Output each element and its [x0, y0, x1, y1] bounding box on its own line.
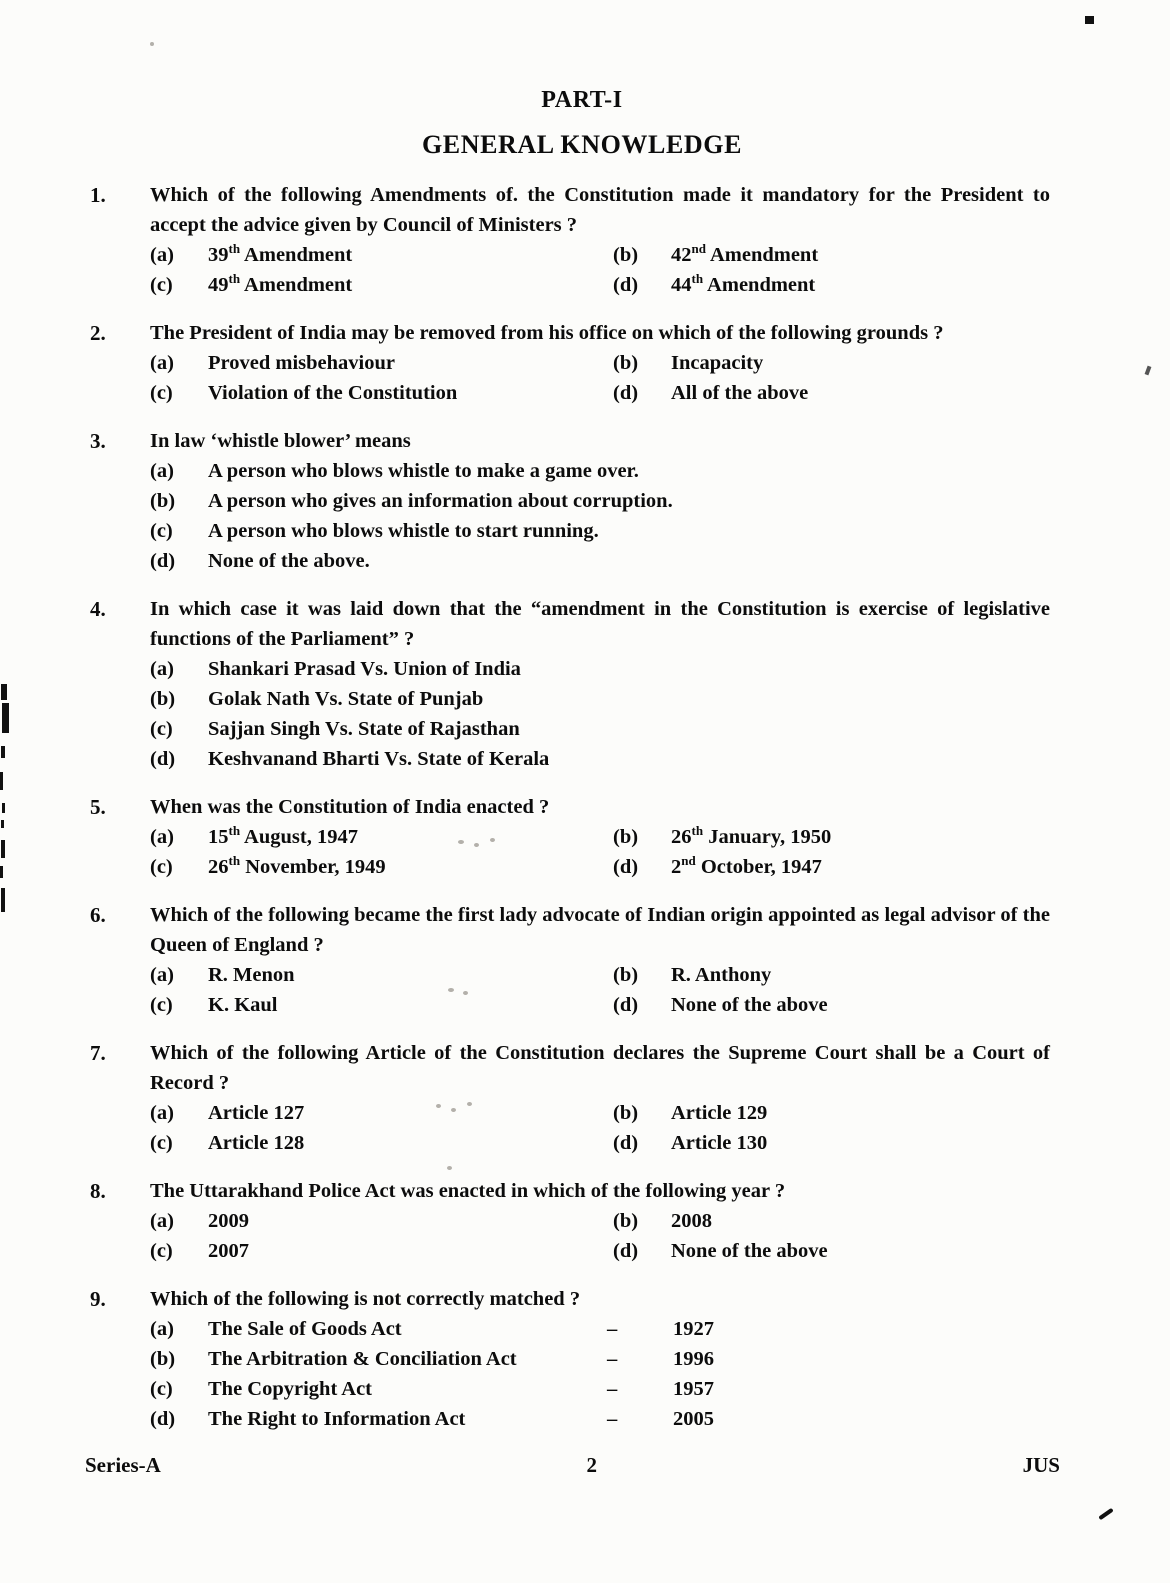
- option-d: [613, 990, 1050, 1020]
- ordinal-suffix: nd: [691, 241, 706, 257]
- question-text: Which of the following is not correctly matched ?: [150, 1288, 581, 1310]
- question-number: 7.: [90, 1041, 106, 1065]
- option-a: [150, 960, 613, 990]
- option-text: [208, 822, 358, 852]
- option-text: [671, 852, 822, 882]
- option-letter: (c): [150, 856, 173, 878]
- options: [150, 348, 1050, 408]
- option-text: Incapacity: [671, 352, 764, 374]
- option-letter: (a): [150, 964, 174, 986]
- question-body: [150, 1176, 1050, 1266]
- question-text: Which of the following Article of the Constitution declares the Supreme Court shall be a Court of Record ?: [150, 1042, 1050, 1094]
- option-text: Article 130: [671, 1132, 768, 1154]
- question-body: [150, 792, 1050, 882]
- match-year: 1927: [673, 1318, 714, 1340]
- option-text-part: Amendment: [703, 274, 816, 296]
- option-b: [613, 348, 1050, 378]
- scan-artifact: [1, 820, 4, 828]
- ordinal-suffix: th: [691, 271, 704, 287]
- option-c: [150, 516, 1050, 546]
- ordinal-suffix: th: [228, 823, 241, 839]
- scan-artifact: [2, 703, 9, 733]
- option-text: The Copyright Act: [208, 1378, 372, 1400]
- options: [150, 1098, 1050, 1158]
- scan-noise: [490, 838, 495, 842]
- question-number: 1.: [90, 183, 106, 207]
- option-letter: (c): [150, 1378, 173, 1400]
- option-letter: (a): [150, 1318, 174, 1340]
- options: [150, 240, 1050, 300]
- option-letter: (d): [613, 382, 639, 404]
- option-d: [613, 270, 1050, 300]
- option-b: [613, 960, 1050, 990]
- scan-noise: [474, 843, 479, 847]
- option-c: [150, 270, 613, 300]
- option-text: The Sale of Goods Act: [208, 1318, 402, 1340]
- option-text: Proved misbehaviour: [208, 352, 395, 374]
- ordinal-suffix: nd: [681, 853, 696, 869]
- scan-artifact: [1145, 366, 1152, 376]
- option-text: The Right to Information Act: [208, 1408, 466, 1430]
- options: [150, 822, 1050, 882]
- scan-noise: [150, 42, 154, 46]
- ordinal-suffix: th: [228, 271, 241, 287]
- scan-noise: [467, 1102, 472, 1106]
- option-text: Golak Nath Vs. State of Punjab: [208, 688, 484, 710]
- section-title: GENERAL KNOWLEDGE: [421, 130, 743, 159]
- match-dash: –: [607, 1348, 618, 1370]
- option-a: [150, 1314, 1050, 1344]
- question-1: [90, 180, 1050, 300]
- option-letter: (b): [613, 964, 639, 986]
- option-b: [613, 1098, 1050, 1128]
- scan-artifact: [0, 866, 3, 878]
- question-text: Which of the following became the first lady advocate of Indian origin appointed as legal advisor of the Queen of England ?: [150, 904, 1050, 956]
- option-text-part: 15: [208, 826, 229, 848]
- question-text: Which of the following Amendments of. the Constitution made it mandatory for the President to accept the advice given by Council of Ministers ?: [150, 184, 1050, 236]
- option-a: [150, 822, 613, 852]
- scan-artifact: [1098, 1508, 1113, 1520]
- question-number: 9.: [90, 1287, 106, 1311]
- option-text: [208, 852, 386, 882]
- question-text: The President of India may be removed from his office on which of the following grounds ?: [150, 322, 944, 344]
- option-text: A person who blows whistle to make a game over.: [208, 460, 639, 482]
- page-footer: [85, 1452, 1060, 1478]
- option-text-part: Amendment: [240, 244, 353, 266]
- option-a: [150, 1098, 613, 1128]
- option-b: [613, 240, 1050, 270]
- option-text-part: Amendment: [240, 274, 353, 296]
- option-letter: (c): [150, 520, 173, 542]
- option-letter: (a): [150, 1210, 174, 1232]
- option-b: [613, 1206, 1050, 1236]
- exam-code: JUS: [1022, 1453, 1060, 1477]
- option-letter: (b): [613, 1102, 639, 1124]
- option-c: [150, 714, 1050, 744]
- option-letter: (d): [613, 274, 639, 296]
- match-year: 1957: [673, 1378, 714, 1400]
- option-letter: (d): [150, 550, 176, 572]
- part-title: PART-I: [541, 87, 623, 113]
- match-year: 1996: [673, 1348, 714, 1370]
- option-letter: (c): [150, 718, 173, 740]
- option-text: 2009: [208, 1210, 249, 1232]
- option-a: [150, 348, 613, 378]
- option-letter: (d): [150, 748, 176, 770]
- question-number: 2.: [90, 321, 106, 345]
- option-c: [150, 1128, 613, 1158]
- question-number: 4.: [90, 597, 106, 621]
- ordinal-suffix: th: [228, 853, 241, 869]
- option-text: Shankari Prasad Vs. Union of India: [208, 658, 521, 680]
- option-text: [208, 240, 352, 270]
- option-text: None of the above: [671, 994, 828, 1016]
- option-letter: (c): [150, 994, 173, 1016]
- option-letter: (a): [150, 352, 174, 374]
- option-letter: (d): [613, 994, 639, 1016]
- option-b: [150, 684, 1050, 714]
- option-letter: (a): [150, 826, 174, 848]
- option-letter: (b): [150, 1348, 176, 1370]
- option-letter: (c): [150, 382, 173, 404]
- option-d: [613, 1128, 1050, 1158]
- option-letter: (d): [613, 1132, 639, 1154]
- option-text: [671, 270, 815, 300]
- option-letter: (d): [150, 1408, 176, 1430]
- option-text-part: October, 1947: [695, 856, 822, 878]
- option-letter: (a): [150, 244, 174, 266]
- option-c: [150, 1236, 613, 1266]
- scan-noise: [458, 840, 464, 844]
- scan-noise: [447, 1166, 452, 1170]
- series-label: Series-A: [85, 1453, 161, 1477]
- option-letter: (c): [150, 274, 173, 296]
- question-7: [90, 1038, 1050, 1158]
- ordinal-suffix: th: [691, 823, 704, 839]
- question-8: [90, 1176, 1050, 1266]
- options: [150, 1206, 1050, 1266]
- question-body: [150, 594, 1050, 774]
- option-c: [150, 378, 613, 408]
- option-d: [613, 852, 1050, 882]
- option-text: A person who blows whistle to start running.: [208, 520, 599, 542]
- options: [150, 960, 1050, 1020]
- scan-noise: [463, 991, 468, 995]
- option-letter: (b): [613, 244, 639, 266]
- scan-artifact: [1, 746, 5, 758]
- ordinal-suffix: th: [228, 241, 241, 257]
- option-text: 2008: [671, 1210, 712, 1232]
- question-number: 8.: [90, 1179, 106, 1203]
- options: [150, 1314, 1050, 1434]
- option-text: R. Menon: [208, 964, 295, 986]
- option-letter: (a): [150, 658, 174, 680]
- option-letter: (b): [613, 826, 639, 848]
- question-body: [150, 318, 1050, 408]
- option-letter: (d): [613, 856, 639, 878]
- question-text: In which case it was laid down that the “amendment in the Constitution is exercise of legislative functions of the Parliament” ?: [150, 598, 1050, 650]
- option-d: [613, 1236, 1050, 1266]
- option-text: K. Kaul: [208, 994, 278, 1016]
- option-text: [671, 240, 818, 270]
- option-text: 2007: [208, 1240, 249, 1262]
- option-letter: (c): [150, 1240, 173, 1262]
- option-text: The Arbitration & Conciliation Act: [208, 1348, 517, 1370]
- option-text-part: Amendment: [705, 244, 819, 266]
- option-c: [150, 1374, 1050, 1404]
- option-text-part: November, 1949: [240, 856, 386, 878]
- option-a: [150, 1206, 613, 1236]
- option-b: [150, 1344, 1050, 1374]
- match-dash: –: [607, 1318, 618, 1340]
- option-text: R. Anthony: [671, 964, 772, 986]
- question-text: When was the Constitution of India enacted ?: [150, 796, 550, 818]
- question-body: [150, 426, 1050, 576]
- match-dash: –: [607, 1408, 618, 1430]
- option-letter: (a): [150, 460, 174, 482]
- option-text: Sajjan Singh Vs. State of Rajasthan: [208, 718, 520, 740]
- scan-artifact: [0, 772, 3, 790]
- question-5: [90, 792, 1050, 882]
- option-a: [150, 456, 1050, 486]
- option-letter: (b): [613, 352, 639, 374]
- option-text: Article 127: [208, 1102, 305, 1124]
- option-d: [150, 546, 1050, 576]
- question-body: [150, 900, 1050, 1020]
- option-text: None of the above.: [208, 550, 370, 572]
- options: [150, 456, 1050, 576]
- option-letter: (b): [150, 688, 176, 710]
- scan-artifact: [1, 888, 5, 912]
- option-text-part: 2: [671, 856, 682, 878]
- options: [150, 654, 1050, 774]
- option-a: [150, 240, 613, 270]
- question-3: [90, 426, 1050, 576]
- page-number: 2: [586, 1453, 597, 1477]
- question-number: 3.: [90, 429, 106, 453]
- scan-artifact: [1, 684, 7, 700]
- question-text: In law ‘whistle blower’ means: [150, 430, 411, 452]
- option-d: [150, 744, 1050, 774]
- option-c: [150, 852, 613, 882]
- question-number: 6.: [90, 903, 106, 927]
- match-dash: –: [607, 1378, 618, 1400]
- option-text-part: 42: [671, 244, 692, 266]
- option-text: Article 128: [208, 1132, 305, 1154]
- question-4: [90, 594, 1050, 774]
- option-text-part: 44: [671, 274, 692, 296]
- scan-artifact: [1085, 16, 1094, 24]
- option-text: Violation of the Constitution: [208, 382, 458, 404]
- scan-noise: [436, 1104, 441, 1108]
- question-text: The Uttarakhand Police Act was enacted in which of the following year ?: [150, 1180, 786, 1202]
- option-letter: (b): [613, 1210, 639, 1232]
- scan-artifact: [2, 803, 5, 813]
- question-body: [150, 1038, 1050, 1158]
- option-letter: (b): [150, 490, 176, 512]
- option-letter: (d): [613, 1240, 639, 1262]
- option-a: [150, 654, 1050, 684]
- option-text: [208, 270, 352, 300]
- option-text: [671, 822, 831, 852]
- question-2: [90, 318, 1050, 408]
- option-text: Keshvanand Bharti Vs. State of Kerala: [208, 748, 550, 770]
- question-6: [90, 900, 1050, 1020]
- option-text-part: August, 1947: [240, 826, 358, 848]
- option-text-part: 49: [208, 274, 229, 296]
- question-body: [150, 1284, 1050, 1434]
- option-text-part: 39: [208, 244, 229, 266]
- option-text: A person who gives an information about corruption.: [208, 490, 673, 512]
- option-text-part: January, 1950: [703, 826, 832, 848]
- option-b: [150, 486, 1050, 516]
- option-letter: (c): [150, 1132, 173, 1154]
- option-text: All of the above: [671, 382, 809, 404]
- option-text-part: 26: [671, 826, 692, 848]
- option-text-part: 26: [208, 856, 229, 878]
- question-9: [90, 1284, 1050, 1434]
- question-body: [150, 180, 1050, 300]
- question-number: 5.: [90, 795, 106, 819]
- option-text: Article 129: [671, 1102, 768, 1124]
- option-d: [613, 378, 1050, 408]
- scan-noise: [451, 1108, 456, 1112]
- match-year: 2005: [673, 1408, 714, 1430]
- option-b: [613, 822, 1050, 852]
- option-letter: (a): [150, 1102, 174, 1124]
- scan-artifact: [1, 840, 5, 858]
- option-d: [150, 1404, 1050, 1434]
- option-text: None of the above: [671, 1240, 828, 1262]
- option-c: [150, 990, 613, 1020]
- scan-noise: [448, 988, 454, 992]
